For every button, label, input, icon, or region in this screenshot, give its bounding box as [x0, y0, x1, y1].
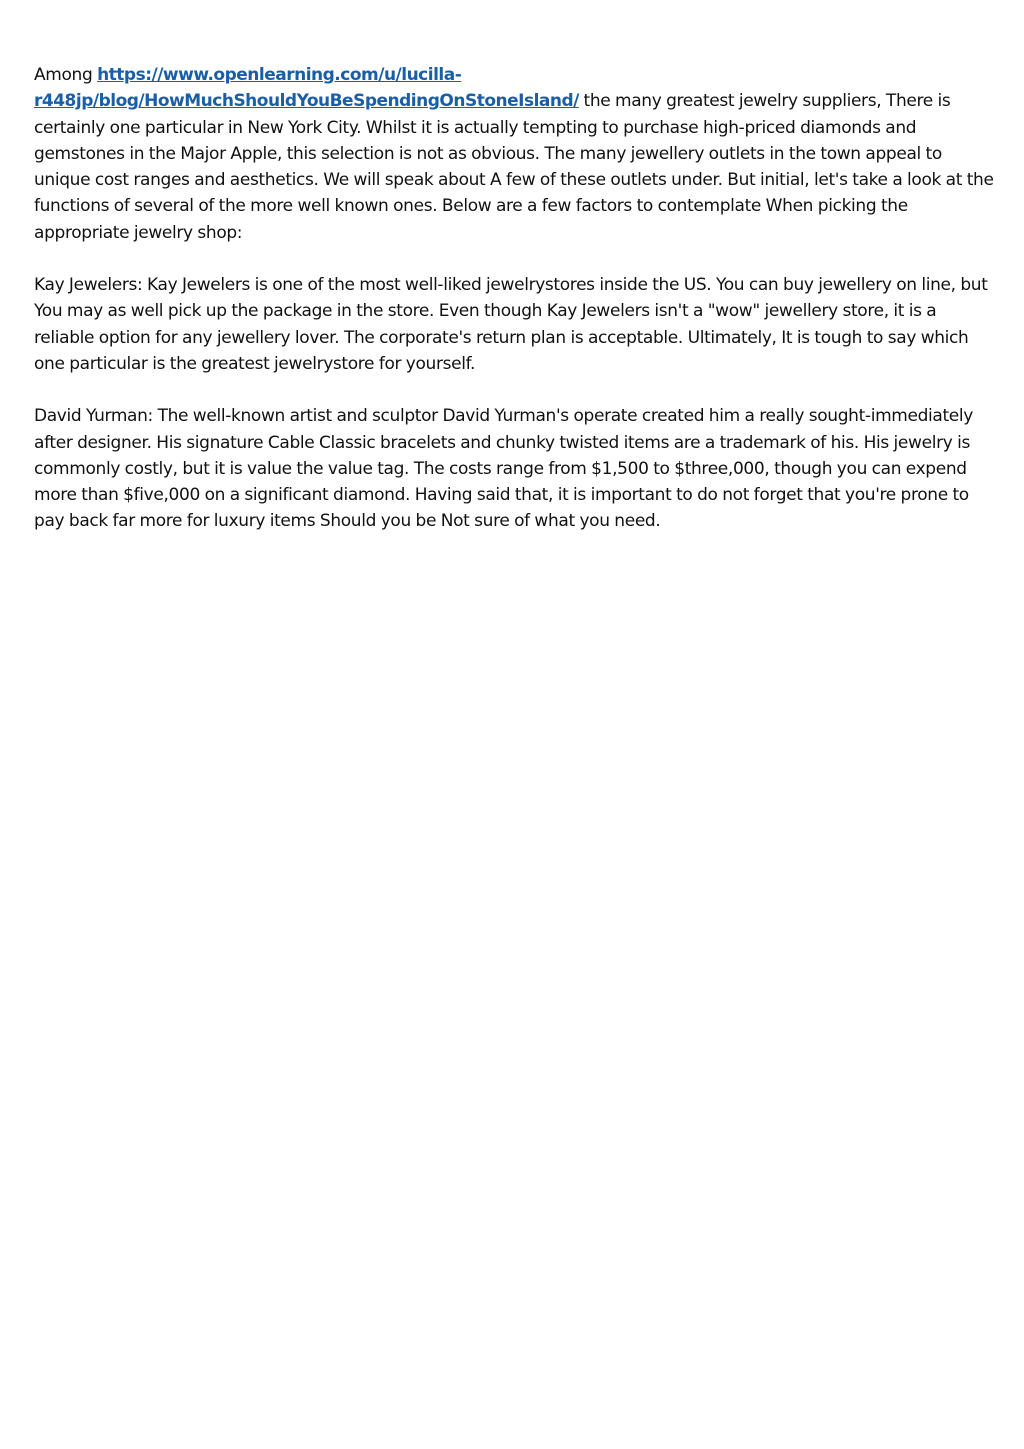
intro-tail-text: the many greatest jewelry suppliers, There is certainly one particular in New York City. Whilst it is actually tempting to purchase high-priced diamonds and gemstones in the Major Apple, this selection is not as obvious. The many jewellery outlets in the town appeal to unique cost ranges and aesthetics. We will speak about A few of these outlets under. But initial, let's take a look at the functions of several of the more well known ones. Below are a few factors to contemplate When picking the appropriate jewelry shop: [34, 91, 994, 243]
intro-lead-text: Among [34, 65, 98, 85]
paragraph-david-yurman: David Yurman: The well-known artist and sculptor David Yurman's operate created him a really sought-immediately after designer. His signature Cable Classic bracelets and chunky twisted items are a trademark of his. His jewelry is commonly costly, but it is value the value tag. The costs range from $1,500 to $three,000, though you can expend more than $five,000 on a significant diamond. Having said that, it is important to do not forget that you're prone to pay back far more for luxury items Should you be Not sure of what you need. [34, 406, 973, 532]
openlearning-blog-link[interactable]: https://www.openlearning.com/u/lucilla-r448jp/blog/HowMuchShouldYouBeSpendingOnStoneIsland/ [34, 65, 579, 112]
document-page [34, 62, 996, 561]
paragraph-kay-jewelers: Kay Jewelers: Kay Jewelers is one of the most well-liked jewelrystores inside the US. You can buy jewellery on line, but You may as well pick up the package in the store. Even though Kay Jewelers isn't a "wow" jewellery store, it is a reliable option for any jewellery lover. The corporate's return plan is acceptable. Ultimately, It is tough to say which one particular is the greatest jewelrystore for yourself. [34, 275, 988, 374]
paragraph-intro [34, 62, 996, 246]
